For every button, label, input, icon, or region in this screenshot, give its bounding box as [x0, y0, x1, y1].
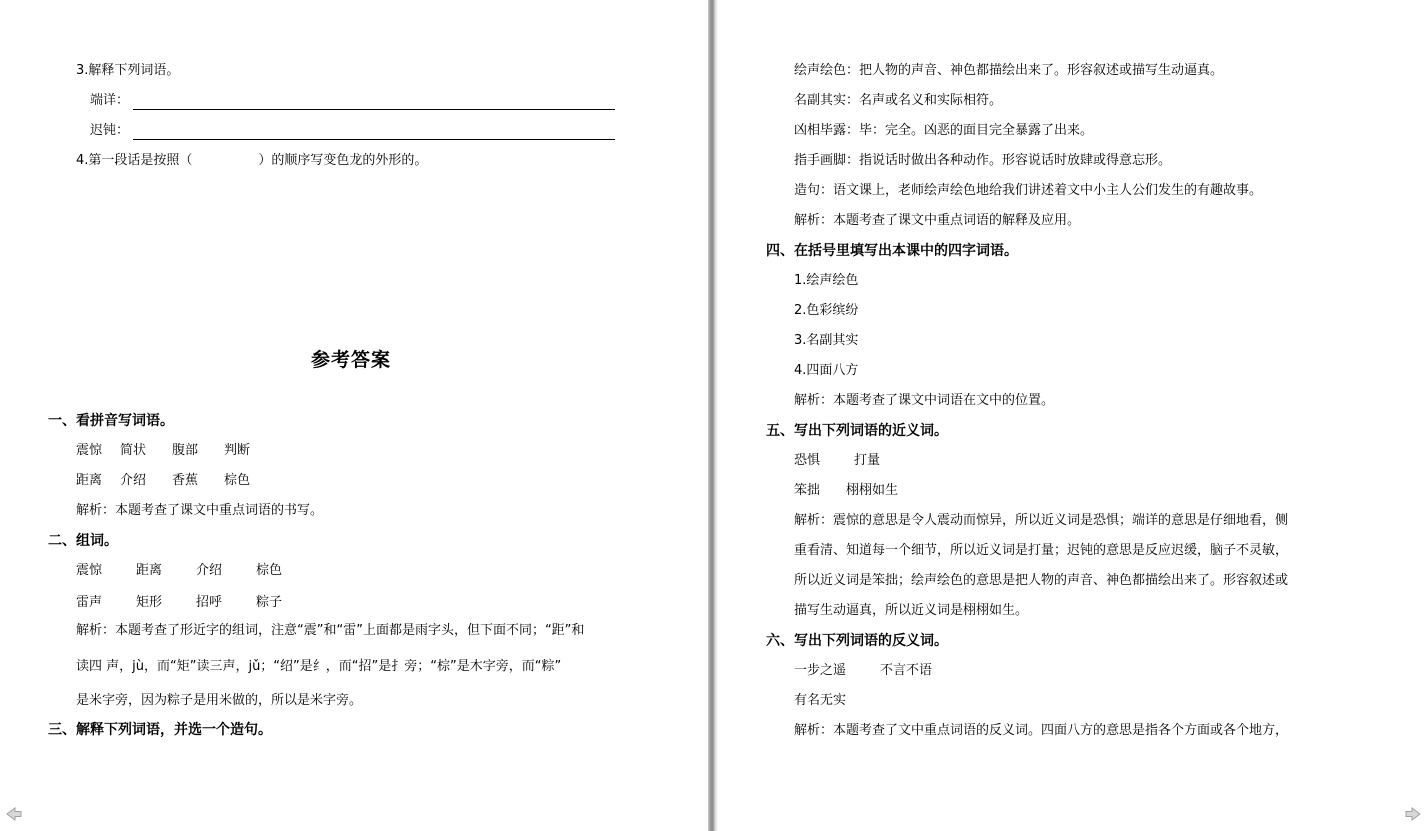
definition-mingfuqishi: 名副其实：名声或名义和实际相符。 [794, 93, 1003, 108]
answer-line [133, 125, 615, 140]
section-6-heading: 六、写出下列词语的反义词。 [766, 633, 948, 649]
section-4-heading: 四、在括号里填写出本课中的四字词语。 [766, 243, 1018, 259]
section-2-row-1: 震惊 距离 介绍 棕色 [76, 563, 283, 578]
section-3-analysis: 解析：本题考查了课文中重点词语的解释及应用。 [794, 213, 1081, 228]
section-4-item: 4.四面八方 [794, 363, 859, 378]
section-5-row-1: 恐惧 打量 [794, 453, 881, 468]
definition-xiongxiangbilu: 凶相毕露：毕：完全。凶恶的面目完全暴露了出来。 [794, 123, 1094, 138]
section-1-row-2: 距离 介绍 香蕉 棕色 [76, 473, 251, 488]
section-2-heading: 二、组词。 [48, 533, 118, 549]
section-3-heading: 三、解释下列词语，并选一个造句。 [48, 722, 272, 738]
question-3-title: 3.解释下列词语。 [76, 63, 180, 78]
section-2-row-2: 雷声 矩形 招呼 粽子 [76, 595, 283, 610]
section-6-analysis: 解析：本题考查了文中重点词语的反义词。四面八方的意思是指各个方面或各个地方， [794, 723, 1289, 738]
section-5-row-2: 笨拙 栩栩如生 [794, 483, 899, 498]
arrow-right-icon[interactable] [1405, 807, 1421, 821]
document-page-left [0, 0, 708, 831]
section-5-analysis-line-2: 重看清、知道每一个细节，所以近义词是打量；迟钝的意思是反应迟缓，脑子不灵敏， [794, 543, 1289, 558]
document-page-right [718, 0, 1427, 831]
term-label: 迟钝： [90, 123, 130, 138]
arrow-left-icon[interactable] [6, 807, 22, 821]
section-5-analysis-line-4: 描写生动逼真，所以近义词是栩栩如生。 [794, 603, 1029, 618]
section-6-row-2: 有名无实 [794, 693, 847, 708]
section-5-analysis-line-1: 解析：震惊的意思是令人震动而惊异，所以近义词是恐惧；端详的意思是仔细地看，侧 [794, 513, 1289, 528]
definition-huishenghuise: 绘声绘色：把人物的声音、神色都描绘出来了。形容叙述或描写生动逼真。 [794, 63, 1224, 78]
page-divider [708, 0, 718, 831]
section-4-item: 2.色彩缤纷 [794, 303, 859, 318]
section-4-item: 3.名副其实 [794, 333, 859, 348]
question-4: 4.第一段话是按照（ ）的顺序写变色龙的外形的。 [76, 153, 428, 168]
section-6-row-1: 一步之遥 不言不语 [794, 663, 933, 678]
section-1-heading: 一、看拼音写词语。 [48, 413, 174, 429]
section-1-analysis: 解析：本题考查了课文中重点词语的书写。 [76, 503, 324, 518]
definition-zhishouhuajiao: 指手画脚：指说话时做出各种动作。形容说话时放肆或得意忘形。 [794, 153, 1172, 168]
term-label: 端详： [90, 93, 130, 108]
section-4-item: 1.绘声绘色 [794, 273, 859, 288]
answer-line [133, 95, 615, 110]
section-5-analysis-line-3: 所以近义词是笨拙；绘声绘色的意思是把人物的声音、神色都描绘出来了。形容叙述或 [794, 573, 1289, 588]
section-1-row-1: 震惊 简状 腹部 判断 [76, 443, 251, 458]
answer-key-title: 参考答案 [311, 349, 392, 371]
section-5-heading: 五、写出下列词语的近义词。 [766, 423, 948, 439]
question-3-item-duanxiang [90, 92, 615, 110]
section-2-analysis-line-3: 是米字旁，因为粽子是用米做的，所以是米字旁。 [76, 693, 363, 708]
section-2-analysis-line-1: 解析：本题考查了形近字的组词，注意“震”和“雷”上面都是雨字头，但下面不同；“距”和 [76, 623, 585, 638]
section-4-analysis: 解析：本题考查了课文中词语在文中的位置。 [794, 393, 1055, 408]
example-sentence: 造句：语文课上，老师绘声绘色地给我们讲述着文中小主人公们发生的有趣故事。 [794, 183, 1263, 198]
section-2-analysis-line-2: 读四 声，jù，而“矩”读三声，jǔ；“绍”是纟，而“招”是扌旁；“棕”是木字旁，而“粽” [76, 659, 562, 674]
question-3-item-chidun [90, 122, 615, 140]
